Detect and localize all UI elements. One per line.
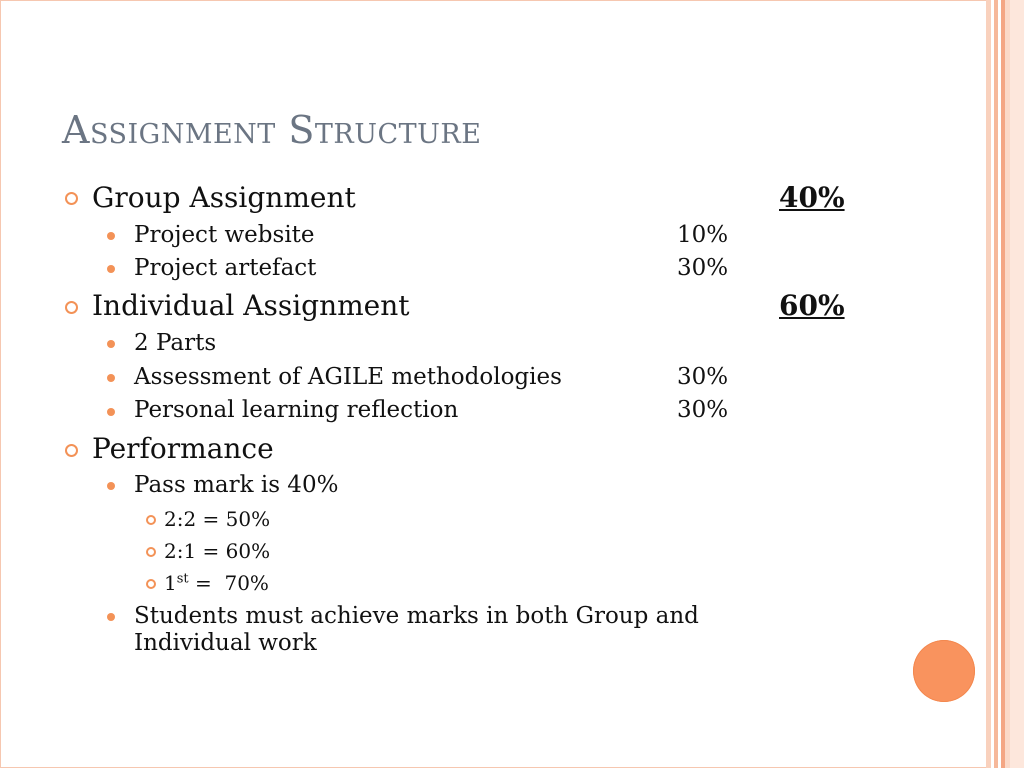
weight-agile-assessment: 30% bbox=[677, 364, 729, 390]
bullet-group-assignment: Group Assignment bbox=[92, 181, 356, 214]
weight-group-assignment: 40% bbox=[779, 181, 845, 214]
bullet-performance: Performance bbox=[92, 432, 274, 465]
bullet-individual-assignment: Individual Assignment bbox=[92, 289, 410, 322]
dot-bullet-icon bbox=[107, 265, 115, 273]
decorative-stripe bbox=[1010, 0, 1024, 768]
grade-first-value: = 70% bbox=[188, 571, 269, 595]
circle-bullet-icon bbox=[65, 192, 78, 205]
bullet-pass-mark: Pass mark is 40% bbox=[134, 472, 339, 498]
dot-bullet-icon bbox=[107, 340, 115, 348]
dot-bullet-icon bbox=[107, 613, 115, 621]
small-circle-bullet-icon bbox=[146, 579, 156, 589]
dot-bullet-icon bbox=[107, 232, 115, 240]
small-circle-bullet-icon bbox=[146, 547, 156, 557]
bullet-grade-21: 2:1 = 60% bbox=[164, 539, 271, 563]
bullet-agile-assessment: Assessment of AGILE methodologies bbox=[134, 364, 562, 390]
slide-title: Assignment Structure bbox=[62, 108, 482, 152]
grade-first-superscript: st bbox=[176, 571, 189, 587]
students-note-line1: Students must achieve marks in both Group and bbox=[134, 603, 699, 629]
bullet-project-website: Project website bbox=[134, 222, 315, 248]
weight-individual-assignment: 60% bbox=[779, 289, 845, 322]
grade-first-number: 1 bbox=[164, 571, 177, 595]
students-note-line2: Individual work bbox=[134, 630, 317, 656]
circle-bullet-icon bbox=[65, 301, 78, 314]
weight-project-artefact: 30% bbox=[677, 255, 729, 281]
bullet-grade-first bbox=[164, 571, 269, 595]
dot-bullet-icon bbox=[107, 374, 115, 382]
weight-learning-reflection: 30% bbox=[677, 397, 729, 423]
bullet-learning-reflection: Personal learning reflection bbox=[134, 397, 459, 423]
dot-bullet-icon bbox=[107, 482, 115, 490]
small-circle-bullet-icon bbox=[146, 515, 156, 525]
dot-bullet-icon bbox=[107, 408, 115, 416]
decorative-orange-circle bbox=[913, 640, 975, 702]
bullet-two-parts: 2 Parts bbox=[134, 330, 217, 356]
weight-project-website: 10% bbox=[677, 222, 729, 248]
bullet-students-note bbox=[134, 603, 699, 657]
circle-bullet-icon bbox=[65, 444, 78, 457]
bullet-project-artefact: Project artefact bbox=[134, 255, 317, 281]
bullet-grade-22: 2:2 = 50% bbox=[164, 507, 271, 531]
